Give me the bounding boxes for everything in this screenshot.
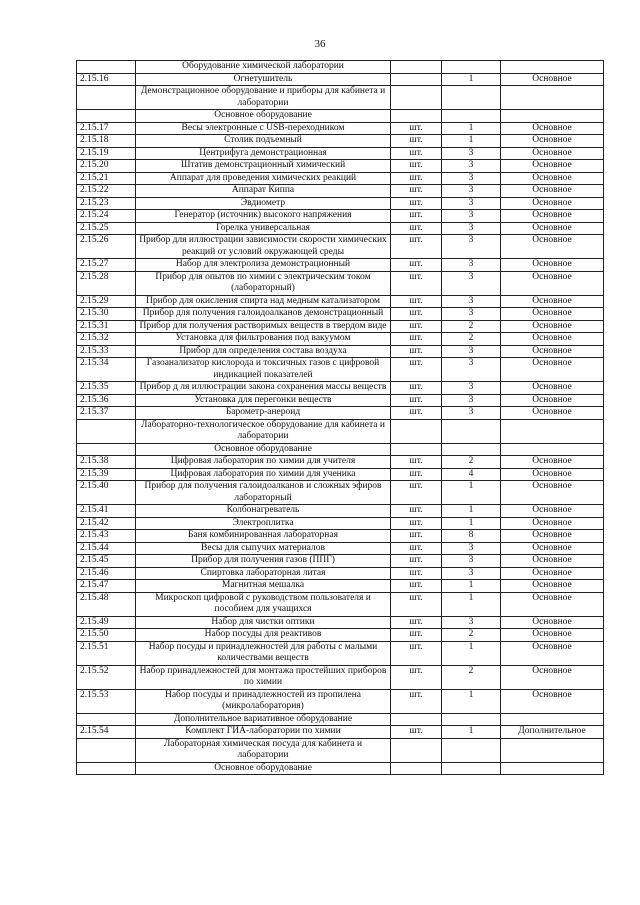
item-type: Основное	[501, 567, 604, 580]
table-row	[77, 345, 604, 358]
item-name: Прибор д ля иллюстрации закона сохранения массы веществ	[136, 382, 391, 395]
item-number: 2.15.53	[77, 689, 136, 713]
item-quantity: 3	[442, 185, 501, 198]
item-unit: шт.	[391, 308, 442, 321]
section-empty-cell	[501, 419, 604, 443]
item-type: Основное	[501, 185, 604, 198]
item-number: 2.15.16	[77, 73, 136, 86]
item-unit: шт.	[391, 641, 442, 665]
section-row	[77, 443, 604, 456]
item-name: Колбонагреватель	[136, 505, 391, 518]
section-empty-cell	[501, 738, 604, 762]
item-quantity: 1	[442, 122, 501, 135]
item-unit: шт.	[391, 665, 442, 689]
section-empty-cell	[442, 762, 501, 775]
item-unit: шт.	[391, 259, 442, 272]
item-unit: шт.	[391, 333, 442, 346]
section-empty-cell	[77, 110, 136, 123]
table-row	[77, 592, 604, 616]
table-row	[77, 542, 604, 555]
item-name: Набор для чистки оптики	[136, 616, 391, 629]
item-quantity: 1	[442, 517, 501, 530]
item-quantity: 3	[442, 235, 501, 259]
item-number: 2.15.30	[77, 308, 136, 321]
item-number: 2.15.21	[77, 172, 136, 185]
item-quantity: 8	[442, 530, 501, 543]
section-row	[77, 762, 604, 775]
table-row	[77, 456, 604, 469]
item-quantity: 1	[442, 580, 501, 593]
item-name: Аппарат Киппа	[136, 185, 391, 198]
section-empty-cell	[391, 738, 442, 762]
item-name: Прибор для получения галоидоалканов демонстрационный	[136, 308, 391, 321]
section-row	[77, 419, 604, 443]
section-empty-cell	[442, 738, 501, 762]
section-empty-cell	[77, 738, 136, 762]
item-unit: шт.	[391, 382, 442, 395]
item-unit: шт.	[391, 197, 442, 210]
section-empty-cell	[501, 713, 604, 726]
item-type: Основное	[501, 517, 604, 530]
section-title: Демонстрационное оборудование и приборы для кабинета и лаборатории	[136, 86, 391, 110]
item-type: Основное	[501, 580, 604, 593]
item-type: Основное	[501, 122, 604, 135]
item-unit: шт.	[391, 517, 442, 530]
section-row	[77, 61, 604, 74]
equipment-table-body	[77, 61, 604, 775]
section-title: Оборудование химической лаборатории	[136, 61, 391, 74]
item-name: Эвдиометр	[136, 197, 391, 210]
section-empty-cell	[77, 713, 136, 726]
table-row	[77, 407, 604, 420]
table-row	[77, 333, 604, 346]
table-row	[77, 160, 604, 173]
item-type: Основное	[501, 616, 604, 629]
item-type: Основное	[501, 259, 604, 272]
item-number: 2.15.52	[77, 665, 136, 689]
table-row	[77, 689, 604, 713]
section-empty-cell	[391, 443, 442, 456]
item-name: Весы электронные с USB-переходником	[136, 122, 391, 135]
item-quantity: 3	[442, 555, 501, 568]
item-type: Основное	[501, 73, 604, 86]
table-row	[77, 468, 604, 481]
item-quantity: 1	[442, 505, 501, 518]
item-name: Прибор для определения состава воздуха	[136, 345, 391, 358]
item-number: 2.15.22	[77, 185, 136, 198]
item-unit: шт.	[391, 456, 442, 469]
item-quantity: 1	[442, 592, 501, 616]
table-row	[77, 135, 604, 148]
item-quantity: 2	[442, 333, 501, 346]
equipment-table	[76, 60, 604, 775]
table-row	[77, 726, 604, 739]
item-name: Цифровая лаборатория по химии для ученика	[136, 468, 391, 481]
item-type: Основное	[501, 271, 604, 295]
item-quantity: 1	[442, 481, 501, 505]
item-name: Установка для перегонки веществ	[136, 394, 391, 407]
item-number: 2.15.35	[77, 382, 136, 395]
item-number: 2.15.27	[77, 259, 136, 272]
item-quantity: 1	[442, 726, 501, 739]
item-name: Набор посуды для реактивов	[136, 629, 391, 642]
section-empty-cell	[391, 110, 442, 123]
item-name: Набор для электролиза демонстрационный	[136, 259, 391, 272]
item-type: Основное	[501, 481, 604, 505]
item-unit: шт.	[391, 210, 442, 223]
table-row	[77, 616, 604, 629]
table-row	[77, 295, 604, 308]
item-number: 2.15.51	[77, 641, 136, 665]
section-empty-cell	[501, 110, 604, 123]
table-row	[77, 665, 604, 689]
item-number: 2.15.40	[77, 481, 136, 505]
item-number: 2.15.41	[77, 505, 136, 518]
table-row	[77, 147, 604, 160]
section-empty-cell	[501, 61, 604, 74]
item-name: Аппарат для проведения химических реакций	[136, 172, 391, 185]
item-number: 2.15.28	[77, 271, 136, 295]
item-type: Основное	[501, 135, 604, 148]
table-row	[77, 629, 604, 642]
item-number: 2.15.43	[77, 530, 136, 543]
table-row	[77, 210, 604, 223]
item-number: 2.15.17	[77, 122, 136, 135]
item-quantity: 2	[442, 456, 501, 469]
item-unit: шт.	[391, 505, 442, 518]
item-name: Барометр-анероид	[136, 407, 391, 420]
item-name: Набор принадлежностей для монтажа простейших приборов по химии	[136, 665, 391, 689]
section-empty-cell	[442, 86, 501, 110]
section-empty-cell	[442, 110, 501, 123]
item-unit: шт.	[391, 122, 442, 135]
item-quantity: 3	[442, 567, 501, 580]
section-row	[77, 713, 604, 726]
item-quantity: 3	[442, 394, 501, 407]
item-quantity: 2	[442, 320, 501, 333]
table-row	[77, 530, 604, 543]
item-unit: шт.	[391, 407, 442, 420]
table-row	[77, 481, 604, 505]
page-number: 36	[314, 38, 326, 50]
item-name: Прибор для окисления спирта над медным катализатором	[136, 295, 391, 308]
table-row	[77, 222, 604, 235]
item-name: Газоанализатор кислорода и токсичных газов с цифровой индикацией показателей	[136, 358, 391, 382]
item-number: 2.15.34	[77, 358, 136, 382]
item-unit: шт.	[391, 726, 442, 739]
item-type: Основное	[501, 456, 604, 469]
item-unit: шт.	[391, 358, 442, 382]
item-type: Основное	[501, 358, 604, 382]
item-unit: шт.	[391, 481, 442, 505]
item-name: Огнетушитель	[136, 73, 391, 86]
table-row	[77, 517, 604, 530]
item-name: Центрифуга демонстрационная	[136, 147, 391, 160]
item-unit: шт.	[391, 147, 442, 160]
item-quantity: 1	[442, 73, 501, 86]
item-number: 2.15.26	[77, 235, 136, 259]
item-unit: шт.	[391, 468, 442, 481]
item-name: Установка для фильтрования под вакуумом	[136, 333, 391, 346]
item-number: 2.15.31	[77, 320, 136, 333]
section-empty-cell	[442, 443, 501, 456]
item-quantity: 3	[442, 308, 501, 321]
section-empty-cell	[77, 419, 136, 443]
item-number: 2.15.32	[77, 333, 136, 346]
section-title: Дополнительное вариативное оборудование	[136, 713, 391, 726]
item-type: Основное	[501, 210, 604, 223]
item-type: Основное	[501, 308, 604, 321]
table-row	[77, 122, 604, 135]
item-name: Столик подъемный	[136, 135, 391, 148]
item-quantity: 2	[442, 629, 501, 642]
section-row	[77, 110, 604, 123]
item-number: 2.15.24	[77, 210, 136, 223]
item-quantity: 3	[442, 197, 501, 210]
item-number: 2.15.18	[77, 135, 136, 148]
item-name: Прибор для иллюстрации зависимости скорости химических реакций от условий окружающей среды	[136, 235, 391, 259]
section-empty-cell	[77, 762, 136, 775]
item-type: Основное	[501, 542, 604, 555]
item-name: Прибор для получения газов (ППГ)	[136, 555, 391, 568]
item-unit: шт.	[391, 295, 442, 308]
item-unit: шт.	[391, 629, 442, 642]
item-unit: шт.	[391, 172, 442, 185]
table-row	[77, 320, 604, 333]
section-empty-cell	[442, 713, 501, 726]
item-type: Основное	[501, 320, 604, 333]
table-row	[77, 358, 604, 382]
item-number: 2.15.37	[77, 407, 136, 420]
section-empty-cell	[442, 419, 501, 443]
table-row	[77, 308, 604, 321]
item-quantity: 3	[442, 542, 501, 555]
section-empty-cell	[501, 86, 604, 110]
table-row	[77, 505, 604, 518]
item-type: Основное	[501, 345, 604, 358]
section-empty-cell	[391, 713, 442, 726]
table-row	[77, 271, 604, 295]
section-empty-cell	[77, 86, 136, 110]
item-type: Основное	[501, 407, 604, 420]
item-number: 2.15.54	[77, 726, 136, 739]
item-type: Основное	[501, 505, 604, 518]
item-type: Основное	[501, 222, 604, 235]
item-name: Штатив демонстрационный химический	[136, 160, 391, 173]
item-number: 2.15.49	[77, 616, 136, 629]
item-unit: шт.	[391, 542, 442, 555]
item-quantity: 4	[442, 468, 501, 481]
item-unit: шт.	[391, 320, 442, 333]
item-quantity: 3	[442, 172, 501, 185]
item-number: 2.15.25	[77, 222, 136, 235]
item-unit: шт.	[391, 592, 442, 616]
section-row	[77, 738, 604, 762]
item-type: Основное	[501, 160, 604, 173]
section-title: Основное оборудование	[136, 762, 391, 775]
item-unit: шт.	[391, 580, 442, 593]
section-empty-cell	[501, 762, 604, 775]
item-type: Основное	[501, 147, 604, 160]
item-quantity: 3	[442, 345, 501, 358]
section-title: Основное оборудование	[136, 110, 391, 123]
item-type: Основное	[501, 555, 604, 568]
item-quantity: 3	[442, 295, 501, 308]
item-unit: шт.	[391, 271, 442, 295]
item-unit: шт.	[391, 160, 442, 173]
item-number: 2.15.47	[77, 580, 136, 593]
section-empty-cell	[77, 443, 136, 456]
item-type: Основное	[501, 641, 604, 665]
item-unit: шт.	[391, 394, 442, 407]
table-row	[77, 567, 604, 580]
item-name: Набор посуды и принадлежностей из пропилена (микролаборатория)	[136, 689, 391, 713]
item-quantity: 1	[442, 689, 501, 713]
item-number: 2.15.48	[77, 592, 136, 616]
item-number: 2.15.50	[77, 629, 136, 642]
item-type: Основное	[501, 295, 604, 308]
item-type: Основное	[501, 629, 604, 642]
section-empty-cell	[442, 61, 501, 74]
table-row	[77, 641, 604, 665]
item-unit	[391, 73, 442, 86]
item-quantity: 3	[442, 382, 501, 395]
table-row	[77, 172, 604, 185]
table-row	[77, 580, 604, 593]
item-number: 2.15.36	[77, 394, 136, 407]
item-unit: шт.	[391, 616, 442, 629]
section-empty-cell	[391, 61, 442, 74]
item-number: 2.15.46	[77, 567, 136, 580]
item-number: 2.15.33	[77, 345, 136, 358]
section-empty-cell	[501, 443, 604, 456]
item-name: Баня комбинированная лабораторная	[136, 530, 391, 543]
item-type: Основное	[501, 689, 604, 713]
table-row	[77, 197, 604, 210]
item-name: Спиртовка лабораторная литая	[136, 567, 391, 580]
item-type: Основное	[501, 382, 604, 395]
item-number: 2.15.39	[77, 468, 136, 481]
section-empty-cell	[391, 419, 442, 443]
item-quantity: 3	[442, 407, 501, 420]
item-number: 2.15.38	[77, 456, 136, 469]
item-quantity: 1	[442, 641, 501, 665]
item-type: Основное	[501, 468, 604, 481]
item-name: Прибор для опытов по химии с электрическим током (лабораторный)	[136, 271, 391, 295]
section-row	[77, 86, 604, 110]
table-row	[77, 555, 604, 568]
section-title: Лабораторно-технологическое оборудование для кабинета и лаборатории	[136, 419, 391, 443]
section-empty-cell	[77, 61, 136, 74]
item-name: Цифровая лаборатория по химии для учителя	[136, 456, 391, 469]
item-quantity: 3	[442, 259, 501, 272]
item-name: Весы для сыпучих материалов	[136, 542, 391, 555]
table-row	[77, 394, 604, 407]
item-name: Прибор для получения растворимых веществ в твердом виде	[136, 320, 391, 333]
table-row	[77, 382, 604, 395]
item-unit: шт.	[391, 689, 442, 713]
item-quantity: 3	[442, 271, 501, 295]
item-name: Комплект ГИА-лаборатории по химии	[136, 726, 391, 739]
section-empty-cell	[391, 762, 442, 775]
item-type: Дополнительное	[501, 726, 604, 739]
item-type: Основное	[501, 665, 604, 689]
item-name: Магнитная мешалка	[136, 580, 391, 593]
item-quantity: 1	[442, 135, 501, 148]
item-type: Основное	[501, 394, 604, 407]
item-quantity: 3	[442, 358, 501, 382]
item-type: Основное	[501, 235, 604, 259]
item-name: Набор посуды и принадлежностей для работы с малыми количествами веществ	[136, 641, 391, 665]
table-row	[77, 185, 604, 198]
item-name: Микроскоп цифровой с руководством пользователя и пособием для учащихся	[136, 592, 391, 616]
item-unit: шт.	[391, 530, 442, 543]
item-quantity: 3	[442, 160, 501, 173]
item-unit: шт.	[391, 345, 442, 358]
item-type: Основное	[501, 197, 604, 210]
item-name: Прибор для получения галоидоалканов и сложных эфиров лабораторный	[136, 481, 391, 505]
table-row	[77, 235, 604, 259]
item-unit: шт.	[391, 222, 442, 235]
item-number: 2.15.45	[77, 555, 136, 568]
item-unit: шт.	[391, 555, 442, 568]
table-row	[77, 259, 604, 272]
item-type: Основное	[501, 333, 604, 346]
section-empty-cell	[391, 86, 442, 110]
item-number: 2.15.23	[77, 197, 136, 210]
item-name: Горелка универсальная	[136, 222, 391, 235]
item-number: 2.15.20	[77, 160, 136, 173]
item-number: 2.15.29	[77, 295, 136, 308]
item-quantity: 3	[442, 616, 501, 629]
item-quantity: 3	[442, 222, 501, 235]
item-unit: шт.	[391, 235, 442, 259]
item-type: Основное	[501, 592, 604, 616]
item-unit: шт.	[391, 567, 442, 580]
item-quantity: 3	[442, 210, 501, 223]
item-number: 2.15.44	[77, 542, 136, 555]
item-number: 2.15.42	[77, 517, 136, 530]
item-number: 2.15.19	[77, 147, 136, 160]
section-title: Основное оборудование	[136, 443, 391, 456]
table-row	[77, 73, 604, 86]
item-quantity: 3	[442, 147, 501, 160]
section-title: Лабораторная химическая посуда для кабинета и лаборатории	[136, 738, 391, 762]
item-unit: шт.	[391, 135, 442, 148]
item-type: Основное	[501, 530, 604, 543]
item-name: Генератор (источник) высокого напряжения	[136, 210, 391, 223]
item-unit: шт.	[391, 185, 442, 198]
item-name: Электроплитка	[136, 517, 391, 530]
item-quantity: 2	[442, 665, 501, 689]
item-type: Основное	[501, 172, 604, 185]
